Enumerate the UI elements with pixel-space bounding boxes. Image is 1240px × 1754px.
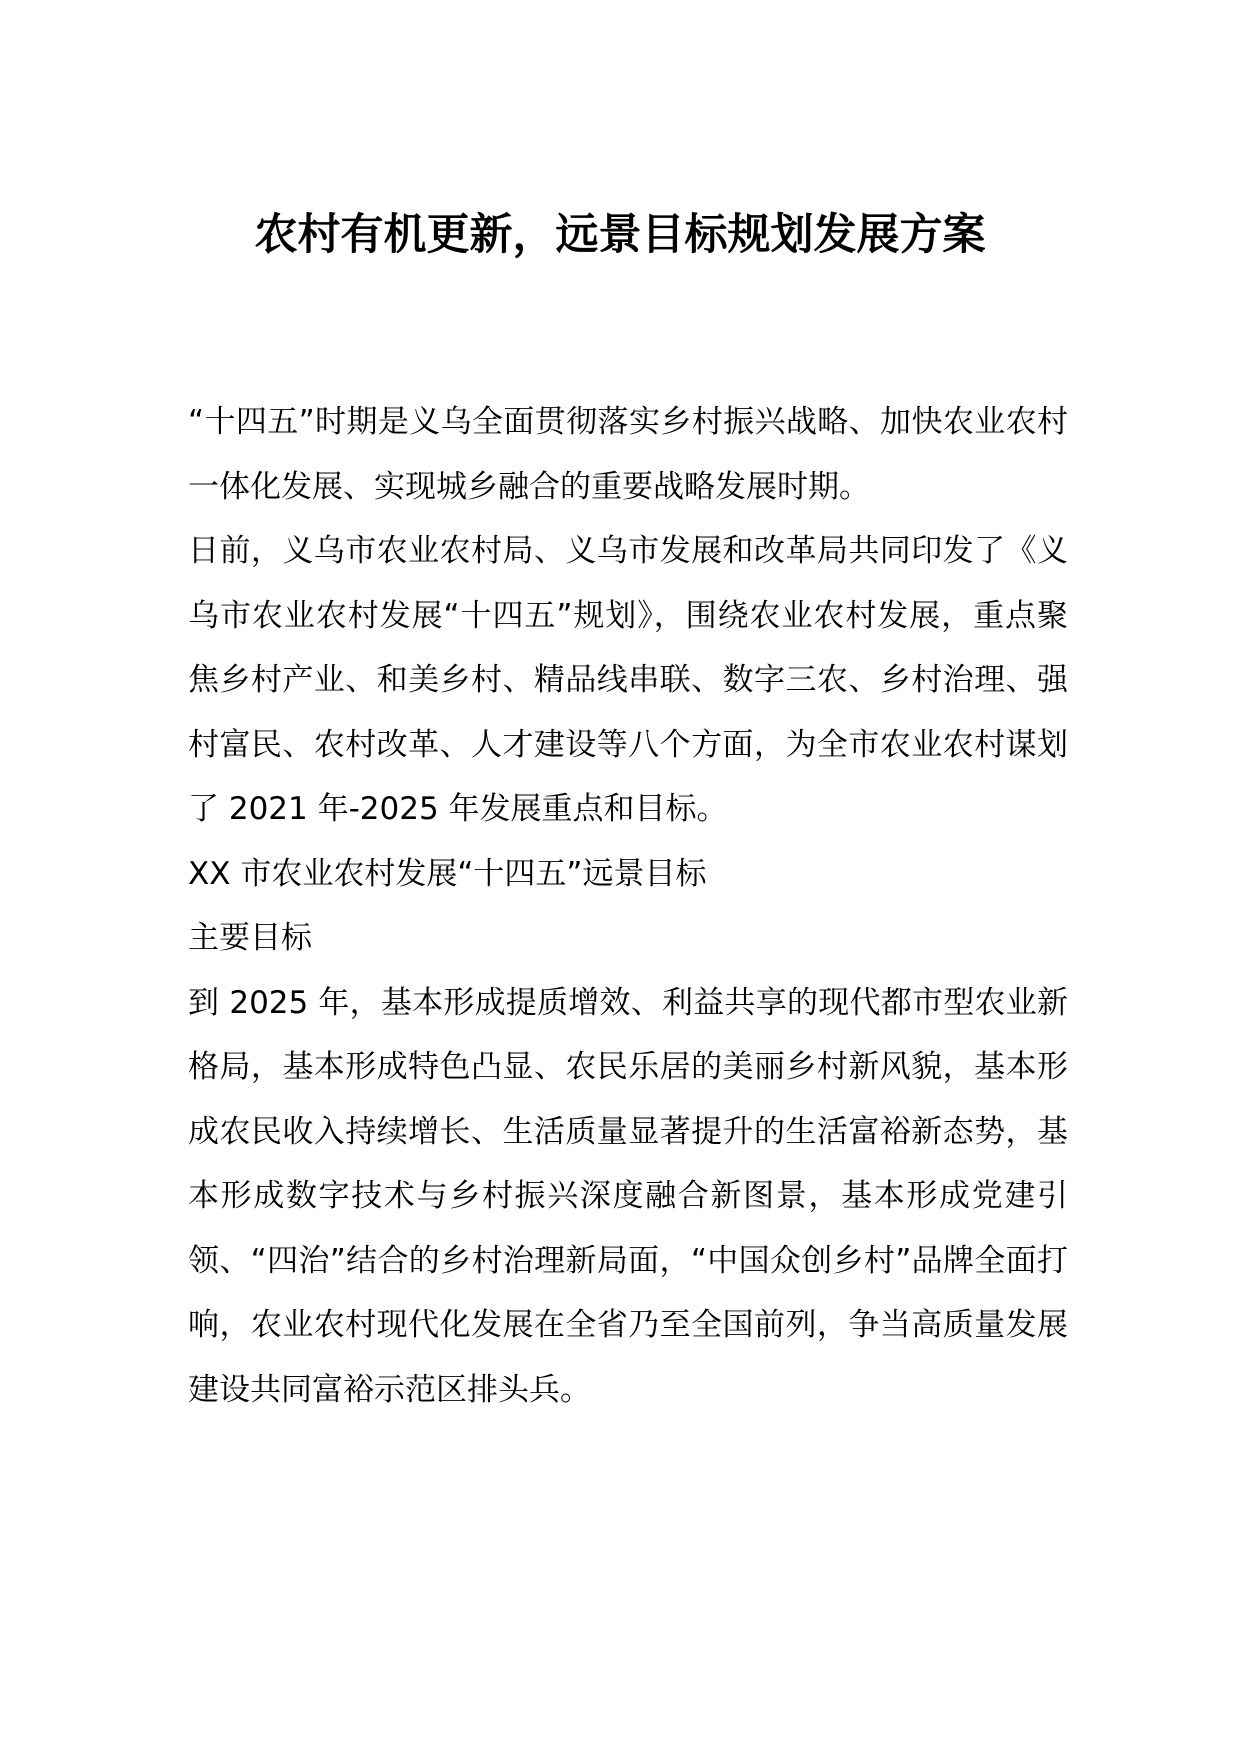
section-heading-vision: XX 市农业农村发展“十四五”远景目标 xyxy=(188,855,707,892)
paragraph-intro: “十四五”时期是义乌全面贯彻落实乡村振兴战略、加快农业农村一体化发展、实现城乡融合的重要战略发展时期。 xyxy=(188,404,1068,505)
document-title: 农村有机更新，远景目标规划发展方案 xyxy=(254,210,986,260)
document-body xyxy=(188,390,1068,1422)
paragraph-plan-release: 日前，义乌市农业农村局、义乌市发展和改革局共同印发了《义乌市农业农村发展“十四五”规划》，围绕农业农村发展，重点聚焦乡村产业、和美乡村、精品线串联、数字三农、乡村治理、强村富民、农村改革、人才建设等八个方面，为全市农业农村谋划了 2021 年-2025 年发展重点和目标。 xyxy=(188,533,1068,827)
section-heading-main-goals: 主要目标 xyxy=(188,920,312,956)
paragraph-goals-2025: 到 2025 年，基本形成提质增效、利益共享的现代都市型农业新格局，基本形成特色凸显、农民乐居的美丽乡村新风貌，基本形成农民收入持续增长、生活质量显著提升的生活富裕新态势，基本形成数字技术与乡村振兴深度融合新图景，基本形成党建引领、“四治”结合的乡村治理新局面，“中国众创乡村”品牌全面打响，农业农村现代化发展在全省乃至全国前列，争当高质量发展建设共同富裕示范区排头兵。 xyxy=(188,984,1068,1408)
